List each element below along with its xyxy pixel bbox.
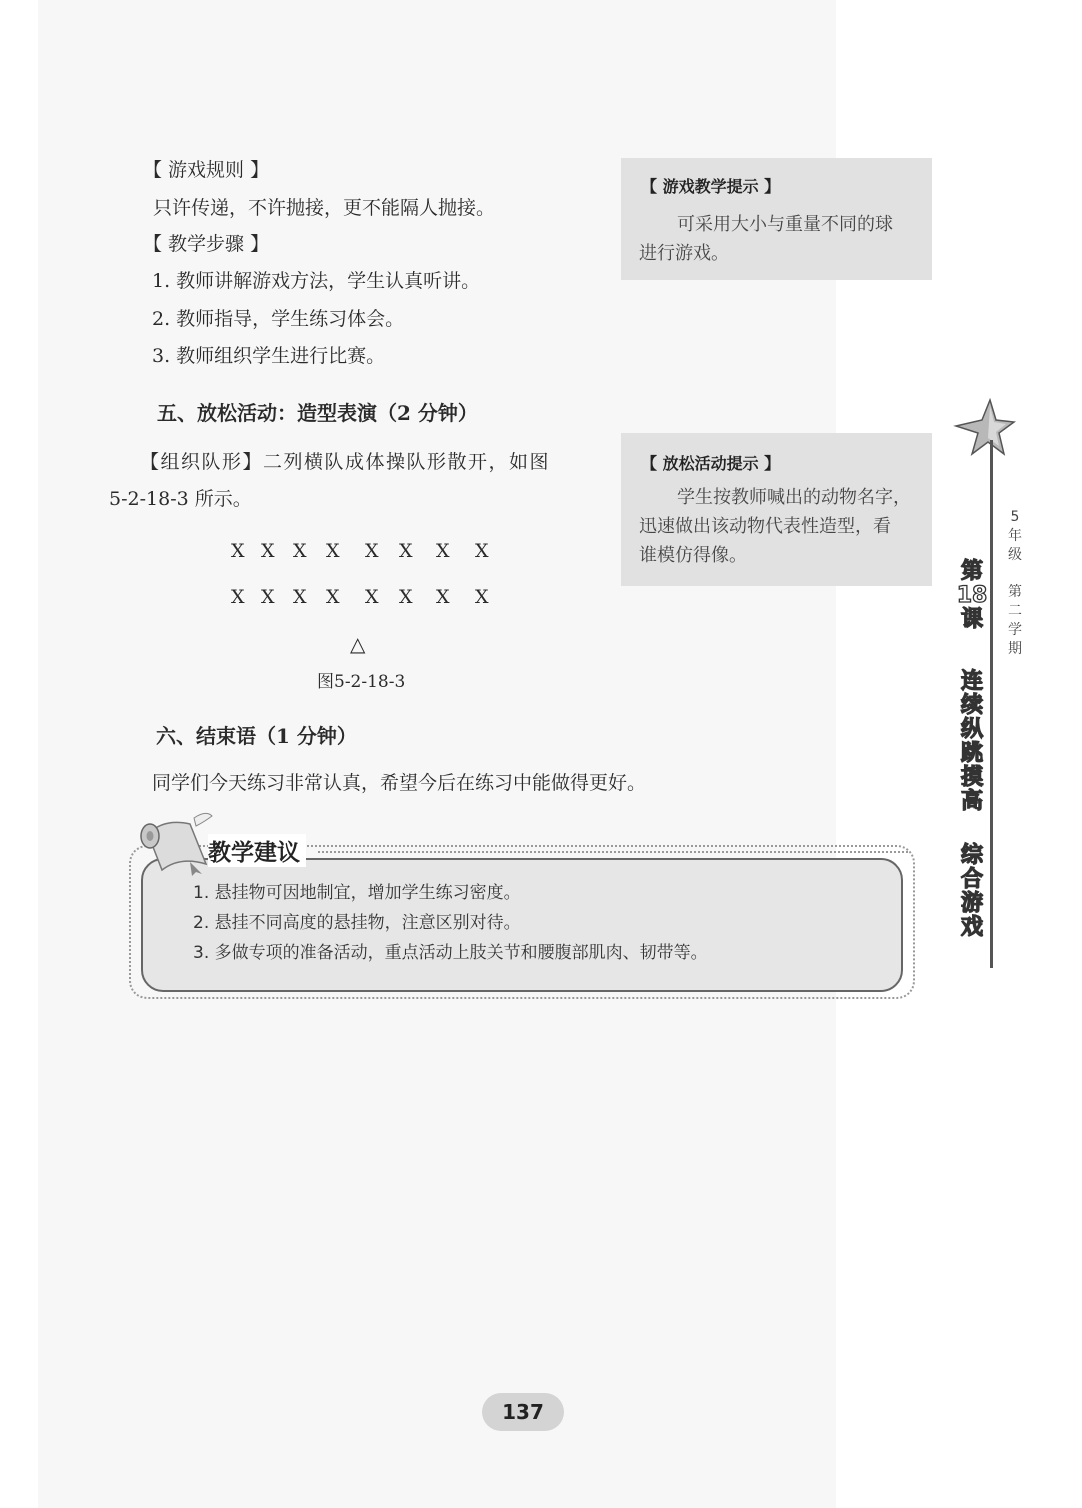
formation-text-line1: 【组织队形】二列横队成体操队形散开，如图	[140, 451, 551, 473]
student-marker: X	[436, 586, 450, 608]
suggestion-item: 1. 悬挂物可因地制宜，增加学生练习密度。	[193, 883, 521, 903]
student-marker: X	[326, 586, 340, 608]
term-char: 学	[1008, 622, 1022, 638]
title-char: 高	[960, 789, 983, 814]
game-rules-text: 只许传递，不许抛接，更不能隔人抛接。	[153, 197, 496, 219]
tip-line: 学生按教师喊出的动物名字，	[677, 487, 911, 508]
grade-char: 级	[1008, 547, 1022, 563]
student-marker: X	[436, 540, 450, 562]
title-char: 跳	[960, 741, 983, 766]
figure-caption: 图5-2-18-3	[317, 672, 406, 692]
lesson-char: 课	[960, 607, 983, 632]
teacher-marker: △	[350, 632, 366, 656]
lesson-char: 第	[960, 559, 983, 584]
suggestion-item: 2. 悬挂不同高度的悬挂物，注意区别对待。	[193, 913, 521, 933]
title-char: 游	[960, 891, 983, 916]
student-marker: X	[326, 540, 340, 562]
suggestions-title: 教学建议	[208, 834, 306, 867]
student-marker: X	[399, 586, 413, 608]
tip-line: 可采用大小与重量不同的球	[677, 214, 893, 235]
section-5-heading: 五、放松活动：造型表演（2 分钟）	[157, 401, 478, 425]
lesson-number: 18	[956, 583, 988, 608]
tip-title: 【 游戏教学提示 】	[641, 177, 781, 196]
student-marker: X	[293, 540, 307, 562]
student-marker: X	[261, 586, 275, 608]
tip-line: 进行游戏。	[639, 243, 729, 264]
student-marker: X	[399, 540, 413, 562]
section-6-heading: 六、结束语（1 分钟）	[156, 724, 357, 748]
relax-activity-tip	[621, 433, 932, 586]
step-item: 3. 教师组织学生进行比赛。	[152, 345, 386, 367]
closing-text: 同学们今天练习非常认真，希望今后在练习中能做得更好。	[152, 772, 647, 794]
term-char: 二	[1008, 603, 1022, 619]
suggestions-title-rule	[318, 851, 908, 853]
tip-line: 谁模仿得像。	[639, 545, 747, 566]
title-char: 合	[960, 867, 983, 892]
term-label	[1002, 583, 1028, 659]
lesson-title-vertical	[956, 560, 988, 940]
term-char: 期	[1008, 641, 1022, 657]
student-marker: X	[475, 540, 489, 562]
steps-label: 【 教学步骤 】	[143, 233, 270, 255]
formation-text-line2: 5-2-18-3 所示。	[109, 488, 252, 510]
step-item: 2. 教师指导，学生练习体会。	[152, 308, 405, 330]
tip-line: 迅速做出该动物代表性造型，看	[639, 516, 891, 537]
student-marker: X	[231, 540, 245, 562]
game-teaching-tip	[621, 158, 932, 280]
suggestion-item: 3. 多做专项的准备活动，重点活动上肢关节和腰腹部肌肉、韧带等。	[193, 943, 708, 963]
term-char: 第	[1008, 584, 1022, 600]
student-marker: X	[261, 540, 275, 562]
star-icon	[952, 398, 1016, 458]
grade-char: 年	[1008, 528, 1022, 544]
grade-char: 5	[1010, 509, 1020, 525]
student-marker: X	[365, 586, 379, 608]
title-char: 连	[960, 669, 983, 694]
game-rules-label: 【 游戏规则 】	[143, 159, 270, 181]
page-number: 137	[482, 1393, 564, 1431]
tip-body	[639, 483, 918, 570]
student-marker: X	[293, 586, 307, 608]
tip-title: 【 放松活动提示 】	[641, 454, 781, 473]
title-char: 摸	[960, 765, 983, 790]
student-marker: X	[231, 586, 245, 608]
student-marker: X	[475, 586, 489, 608]
step-item: 1. 教师讲解游戏方法，学生认真听讲。	[152, 270, 481, 292]
tip-body	[639, 210, 918, 268]
side-vertical-rule	[990, 440, 993, 968]
scroll-icon	[134, 812, 216, 878]
title-char: 纵	[960, 717, 983, 742]
student-marker: X	[365, 540, 379, 562]
grade-label	[1002, 508, 1028, 565]
title-char: 综	[960, 843, 983, 868]
title-char: 戏	[960, 915, 983, 940]
title-char: 续	[960, 693, 983, 718]
